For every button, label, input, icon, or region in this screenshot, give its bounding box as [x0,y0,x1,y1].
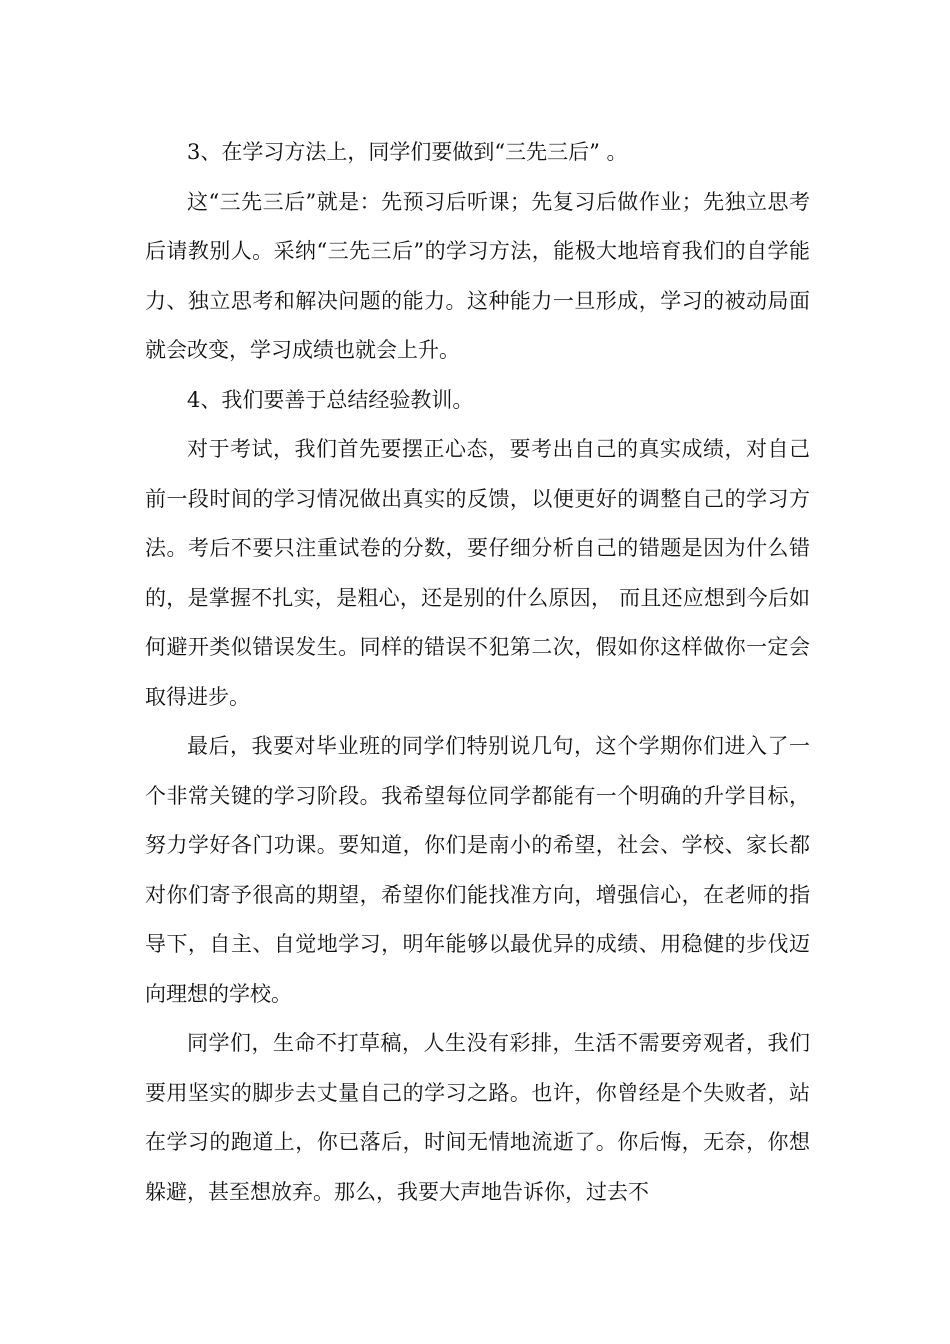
document-body [145,128,810,1217]
paragraph-summarize-lessons: 4、我们要善于总结经验教训。 [187,387,474,412]
paragraph-graduating-class: 最后，我要对毕业班的同学们特别说几句，这个学期你们进入了一个非常关键的学习阶段。我希望每位同学都能有一个明确的升学目标，努力学好各门功课。要知道，你们是南小的希望，社会、学校、家长都对你们寄予很高的期望，希望你们能找准方向，增强信心，在老师的指导下，自主、自觉地学习，明年能够以最优异的成绩、用稳健的步伐迈向理想的学校。 [145,734,810,1006]
paragraph-study-method: 3、在学习方法上，同学们要做到“三先三后” 。 [187,140,628,164]
paragraph-exam-attitude: 对于考试，我们首先要摆正心态，要考出自己的真实成绩，对自己前一段时间的学习情况做出真实的反馈，以便更好的调整自己的学习方法。考后不要只注重试卷的分数，要仔细分析自己的错题是因为什么错的，是掌握不扎实，是粗心，还是别的什么原因， 而且还应想到今后如何避开类似错误发生。同样的错误不犯第二次，假如你这样做你一定会取得进步。 [145,437,810,709]
paragraph-life-no-draft: 同学们，生命不打草稿，人生没有彩排，生活不需要旁观者，我们要用坚实的脚步去丈量自己的学习之路。也许，你曾经是个失败者，站在学习的跑道上，你已落后，时间无情地流逝了。你后悔，无奈，你想躲避，甚至想放弃。那么，我要大声地告诉你，过去不 [145,1031,810,1204]
paragraph-three-first-three-after: 这“三先三后”就是：先预习后听课；先复习后做作业；先独立思考后请教别人。采纳“三先三后”的学习方法，能极大地培育我们的自学能力、独立思考和解决问题的能力。这种能力一旦形成，学习的被动局面就会改变，学习成绩也就会上升。 [145,189,810,362]
